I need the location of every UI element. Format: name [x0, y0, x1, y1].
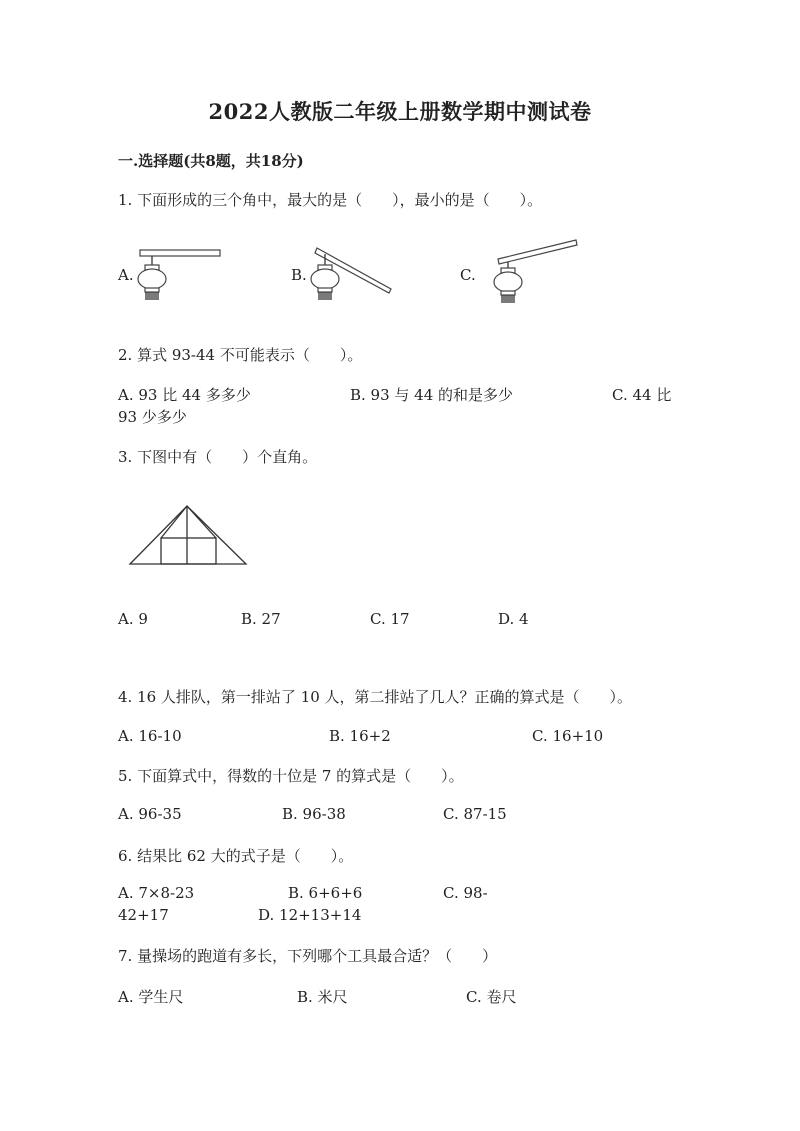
- section-heading: 一.选择题(共8题，共18分): [118, 152, 304, 170]
- q6-option-d: D. 12+13+14: [258, 906, 362, 924]
- question-6: 6. 结果比 62 大的式子是（ ）。: [118, 847, 354, 865]
- page-title: 2022人教版二年级上册数学期中测试卷: [208, 99, 592, 124]
- q2-option-c: C. 44 比: [612, 386, 672, 404]
- q5-option-a: A. 96-35: [118, 805, 182, 823]
- question-4: 4. 16 人排队，第一排站了 10 人，第二排站了几人？正确的算式是（ ）。: [118, 688, 633, 706]
- q6-option-a: A. 7×8-23: [118, 884, 195, 902]
- q6-option-c: C. 98-: [443, 884, 488, 902]
- q7-option-a: A. 学生尺: [118, 988, 184, 1006]
- q5-option-c: C. 87-15: [443, 805, 507, 823]
- question-1: 1. 下面形成的三个角中，最大的是（ ），最小的是（ ）。: [118, 191, 543, 209]
- lantern-figure-b: [303, 245, 403, 310]
- q3-option-b: B. 27: [241, 610, 281, 628]
- q1-option-a: A.: [118, 266, 134, 284]
- lantern-figure-c: [486, 237, 586, 307]
- question-3: 3. 下图中有（ ）个直角。: [118, 448, 318, 466]
- q4-option-b: B. 16+2: [329, 727, 391, 745]
- q5-option-b: B. 96-38: [282, 805, 346, 823]
- question-2: 2. 算式 93-44 不可能表示（ ）。: [118, 346, 363, 364]
- q2-option-b: B. 93 与 44 的和是多少: [350, 386, 514, 404]
- lantern-figure-a: [130, 245, 230, 310]
- q7-option-b: B. 米尺: [297, 988, 348, 1006]
- q2-option-a: A. 93 比 44 多多少: [118, 386, 251, 404]
- q3-option-d: D. 4: [498, 610, 529, 628]
- q4-option-a: A. 16-10: [118, 727, 182, 745]
- q3-option-a: A. 9: [118, 610, 148, 628]
- q6-option-c-continued: 42+17: [118, 906, 169, 924]
- q7-option-c: C. 卷尺: [466, 988, 517, 1006]
- q2-option-c-continued: 93 少多少: [118, 408, 187, 426]
- q3-option-c: C. 17: [370, 610, 410, 628]
- q6-option-b: B. 6+6+6: [288, 884, 363, 902]
- q1-option-c: C.: [460, 266, 476, 284]
- question-7: 7. 量操场的跑道有多长，下列哪个工具最合适？（ ）: [118, 947, 498, 965]
- q1-option-b: B.: [291, 266, 307, 284]
- q4-option-c: C. 16+10: [532, 727, 604, 745]
- house-triangle-figure: [128, 503, 253, 568]
- question-5: 5. 下面算式中，得数的十位是 7 的算式是（ ）。: [118, 767, 464, 785]
